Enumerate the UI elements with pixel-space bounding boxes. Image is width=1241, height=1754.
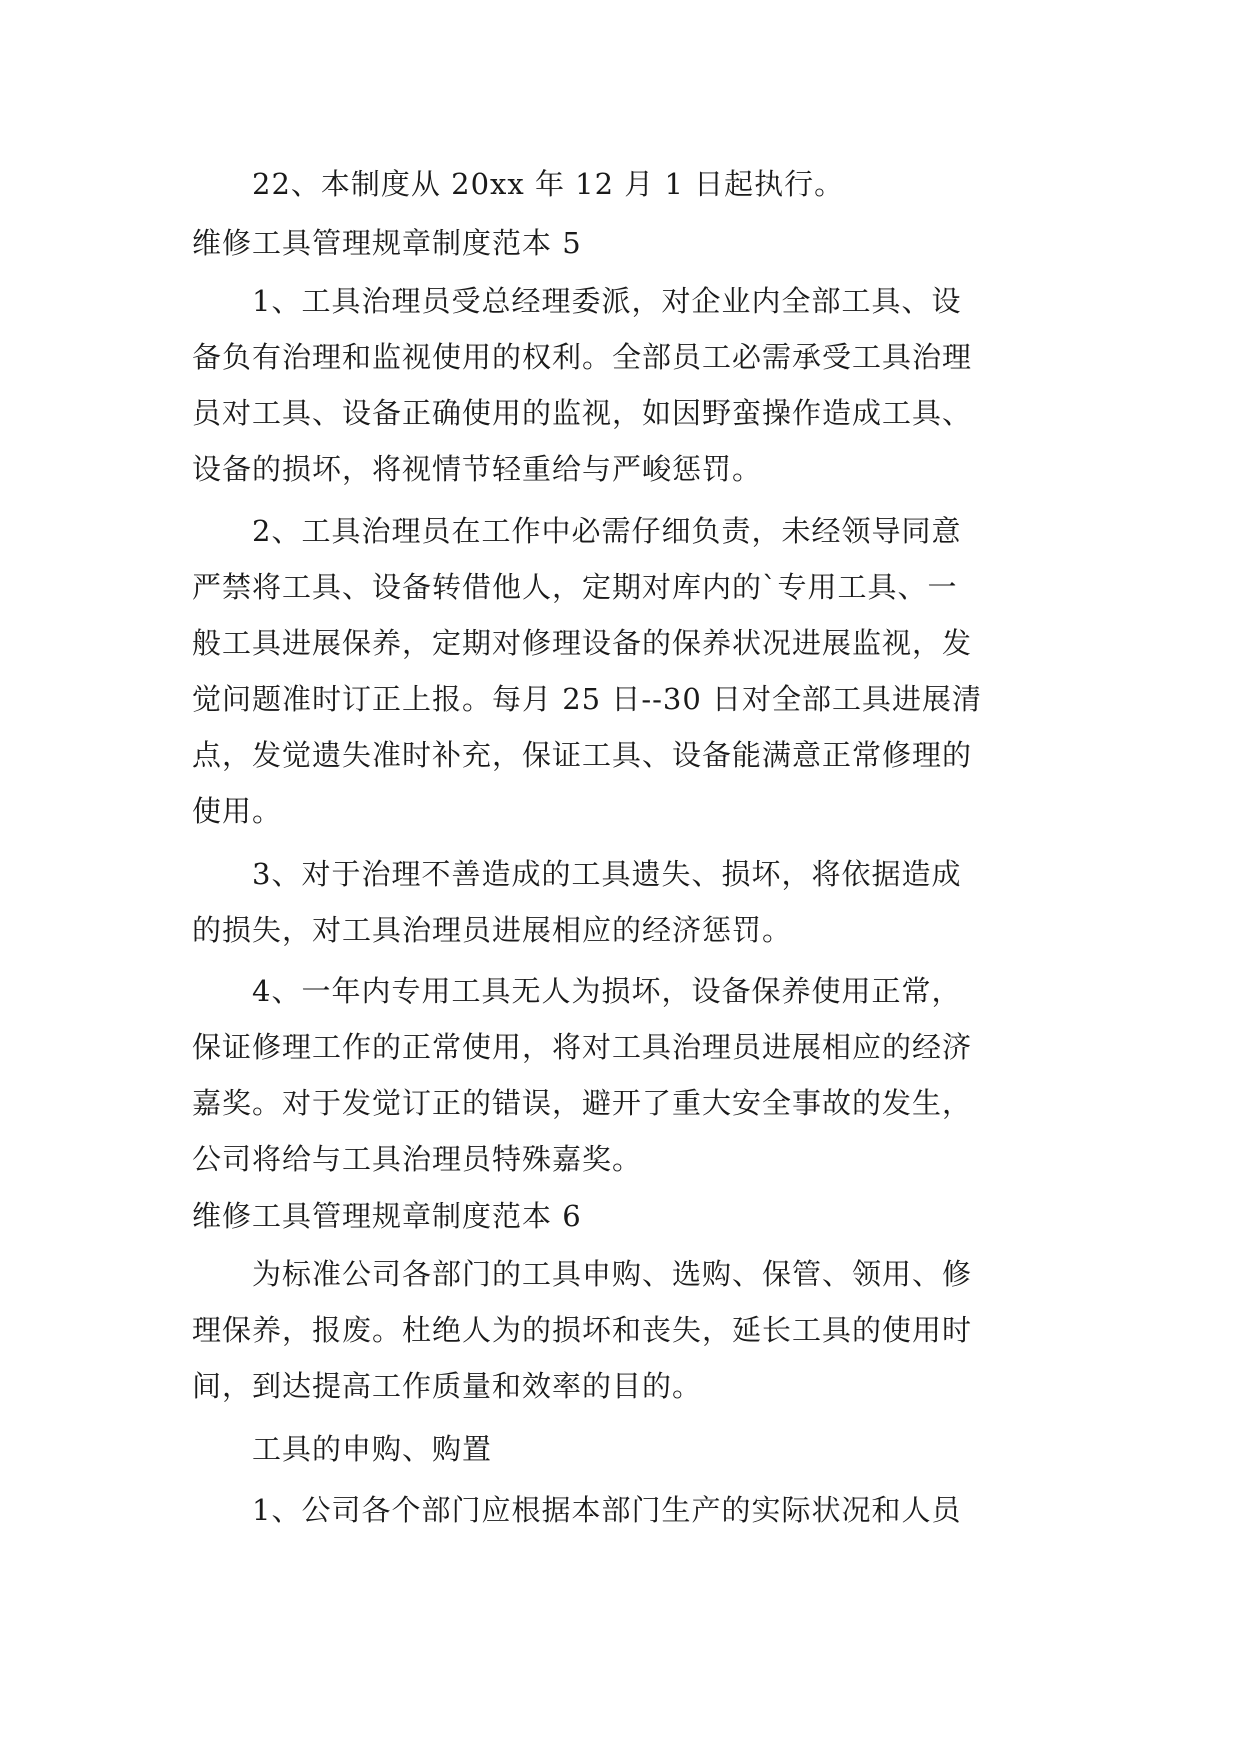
text-line: 设备的损坏，将视情节轻重给与严峻惩罚。 [192,452,763,486]
text-line: 点，发觉遗失准时补充，保证工具、设备能满意正常修理的 [192,738,973,772]
text-line: 员对工具、设备正确使用的监视，如因野蛮操作造成工具、 [192,396,973,430]
text-line: 嘉奖。对于发觉订正的错误，避开了重大安全事故的发生， [192,1086,973,1120]
text-line: 3、对于治理不善造成的工具遗失、损坏，将依据造成 [252,857,962,891]
text-line: 般工具进展保养，定期对修理设备的保养状况进展监视，发 [192,626,973,660]
section-heading: 维修工具管理规章制度范本 6 [192,1199,582,1233]
text-line: 公司将给与工具治理员特殊嘉奖。 [192,1142,643,1176]
section-heading: 维修工具管理规章制度范本 5 [192,226,582,260]
subheading: 工具的申购、购置 [252,1432,493,1466]
text-line: 理保养，报废。杜绝人为的损坏和丧失，延长工具的使用时 [192,1313,973,1347]
text-line: 保证修理工作的正常使用，将对工具治理员进展相应的经济 [192,1030,973,1064]
text-line: 1、公司各个部门应根据本部门生产的实际状况和人员 [252,1493,962,1527]
text-line: 1、工具治理员受总经理委派，对企业内全部工具、设 [252,284,962,318]
text-line: 觉问题准时订正上报。每月 25 日--30 日对全部工具进展清 [192,682,983,716]
text-line: 间，到达提高工作质量和效率的目的。 [192,1369,703,1403]
text-line: 的损失，对工具治理员进展相应的经济惩罚。 [192,913,793,947]
text-line: 22、本制度从 20xx 年 12 月 1 日起执行。 [252,167,845,201]
text-line: 2、工具治理员在工作中必需仔细负责，未经领导同意 [252,514,962,548]
text-line: 严禁将工具、设备转借他人，定期对库内的`专用工具、一 [192,570,958,604]
text-line: 4、一年内专用工具无人为损坏，设备保养使用正常， [252,974,962,1008]
text-line: 为标准公司各部门的工具申购、选购、保管、领用、修 [252,1257,973,1291]
text-line: 使用。 [192,794,283,828]
text-line: 备负有治理和监视使用的权利。全部员工必需承受工具治理 [192,340,973,374]
